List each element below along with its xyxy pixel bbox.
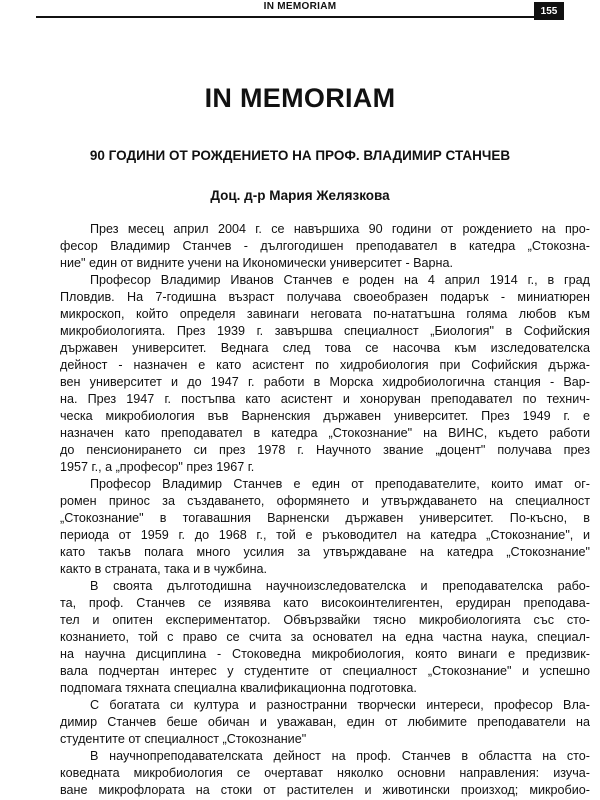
body-line: „Стокознание" в тогавашния Варненски държавен университет. По-късно, в xyxy=(60,511,590,525)
body-line: микробиологията. През 1939 г. завършва специалност „Биология" в Софийския xyxy=(60,324,590,338)
body-line: В научнопреподавателската дейност на проф. Станчев в областта на сто- xyxy=(90,749,590,763)
body-line: Пловдив. На 7-годишна възраст получава своеобразен подарък - миниатюрен xyxy=(60,290,590,304)
running-header xyxy=(36,0,564,18)
body-line: През месец април 2004 г. се навършиха 90 години от рождението на про- xyxy=(90,222,590,236)
body-line: кознанието, той с право се счита за основател на една частна наука, специал- xyxy=(60,630,590,644)
body-line: ческа микробиология във Варненския държавен университет. През 1949 г. е xyxy=(60,409,590,423)
body-line: ромен принос за създаването, оформянето и утвърждаването на специалност xyxy=(60,494,590,508)
body-line: фесор Владимир Станчев - дългогодишен преподавател в катедра „Стокозна- xyxy=(60,239,590,253)
running-header-title: IN MEMORIAM xyxy=(263,1,337,12)
page-number-badge: 155 xyxy=(534,2,564,20)
body-line: микроскоп, който определя завинаги неговата по-нататъшна голяма любов към xyxy=(60,307,590,321)
body-line: коведната микробиология се очертават няколко основни направления: изуча- xyxy=(60,766,590,780)
body-line: С богатата си култура и разностранни творчески интереси, професор Вла- xyxy=(90,698,590,712)
body-line: В своята дълготодишна научноизследователска и преподавателска рабо- xyxy=(90,579,590,593)
body-line: вен университет и до 1947 г. работи в Морска хидробиологична станция - Вар- xyxy=(60,375,590,389)
body-line: та, проф. Станчев се изявява като високоинтелигентен, ерудиран преподава- xyxy=(60,596,590,610)
body-line: периода от 1959 г. до 1968 г., той е ръководител на катедра „Стокознание", и xyxy=(60,528,590,542)
body-line: дейност - назначен е като асистент по хидробиология при Софийския държа- xyxy=(60,358,590,372)
body-line: тел и опитен експериментатор. Обвързвайки тясно микробиологията със сто- xyxy=(60,613,590,627)
body-line: Професор Владимир Станчев е един от преподавателите, които имат ог- xyxy=(90,477,590,491)
body-line: до пенсионирането си през 1978 г. Научното звание „доцент" получава през xyxy=(60,443,590,457)
body-line: назначен като преподавател в катедра „Стокознание" на ВИНС, където работи xyxy=(60,426,590,440)
body-line: като такъв полага много усилия за утвърждаване на катедра „Стокознание" xyxy=(60,545,590,559)
article-body xyxy=(60,221,590,799)
body-line: вала подчертан интерес у студентите от специалност „Стокознание" и успешно xyxy=(60,664,590,678)
body-line: на научна дисциплина - Стоковедна микробиология, която винаги е предизвик- xyxy=(60,647,590,661)
article-title: IN MEMORIAM xyxy=(204,83,396,113)
body-line: 1957 г., а „професор" през 1967 г. xyxy=(60,460,255,474)
body-line: студентите от специалност „Стокознание" xyxy=(60,732,307,746)
body-line: ване микрофлората на стоки от растителен и животински произход; микробио- xyxy=(60,783,590,797)
body-line: държавен университет. Веднага след това се насочва към изследователска xyxy=(60,341,590,355)
article-subtitle: 90 ГОДИНИ ОТ РОЖДЕНИЕТО НА ПРОФ. ВЛАДИМИР СТАНЧЕВ xyxy=(89,148,511,163)
body-line: Професор Владимир Иванов Станчев е роден на 4 април 1914 г., в град xyxy=(90,273,590,287)
body-line: на. През 1947 г. постъпва като асистент и хоноруван преподавател по технич- xyxy=(60,392,590,406)
body-line: димир Станчев беше обичан и уважаван, един от любимите преподаватели на xyxy=(60,715,590,729)
body-line: както в страната, така и в чужбина. xyxy=(60,562,268,576)
body-line: подпомага тяхната специална квалификационна подготовка. xyxy=(60,681,417,695)
article-author: Доц. д-р Мария Желязкова xyxy=(210,188,390,203)
body-line: ние" един от видните учени на Икономически университет - Варна. xyxy=(60,256,454,270)
